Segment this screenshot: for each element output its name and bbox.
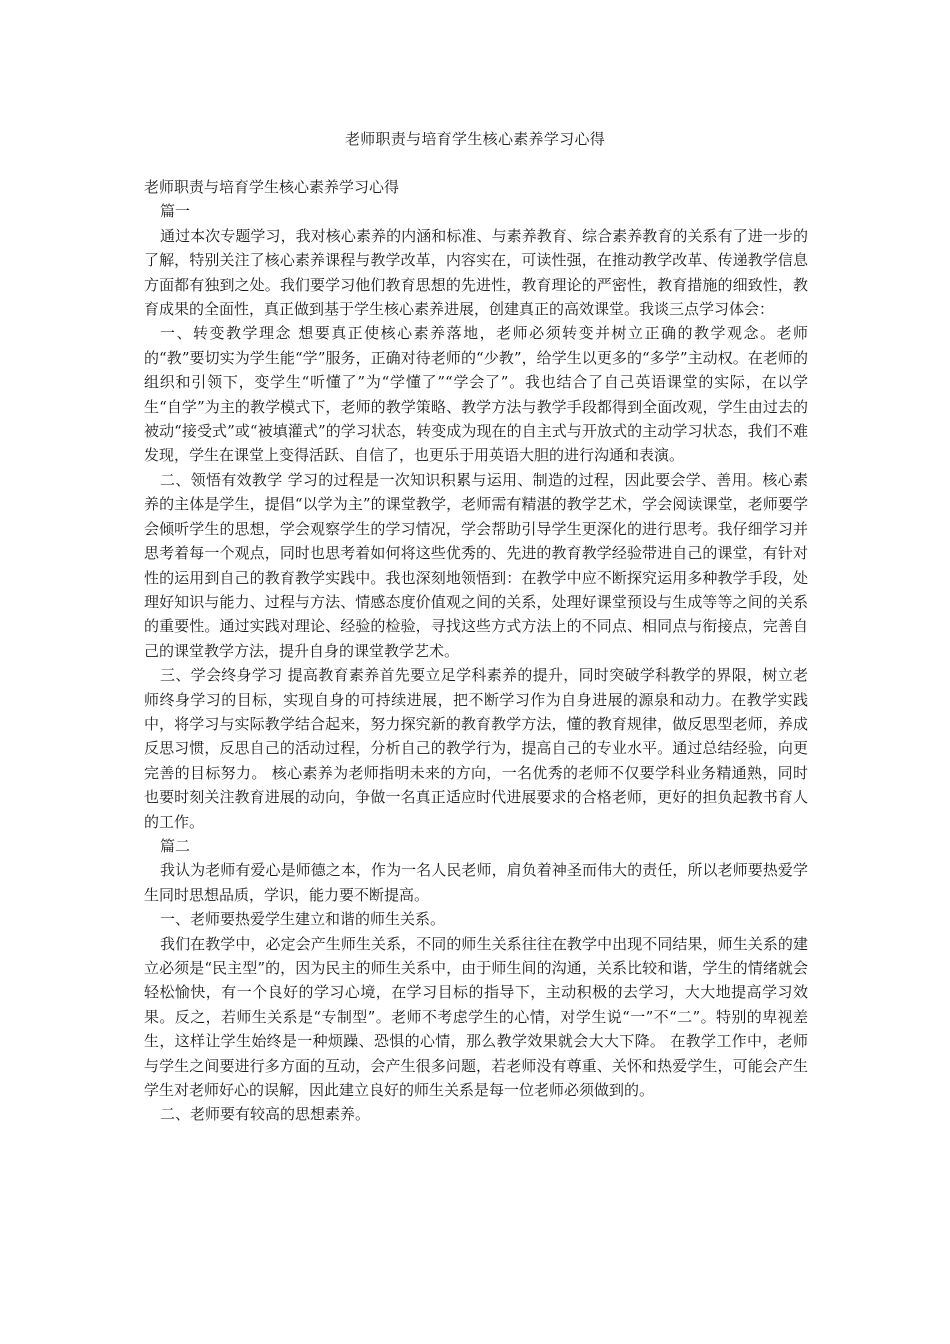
page-title: 老师职责与培育学生核心素养学习心得 — [344, 130, 606, 148]
body-paragraph: 一、转变教学理念 想要真正使核心素养落地，老师必须转变并树立正确的教学观念。老师的“教”要切实为学生能“学”服务，正确对待老师的“少教”，给学生以更多的“多学”主动权。在老师的组织和引领下，变学生“听懂了”为“学懂了”“学会了”。我也结合了自己英语课堂的实际，在以学生“自学”为主的教学模式下，老师的教学策略、教学方法与教学手段都得到全面改观，学生由过去的被动“接受式”或“被填灌式”的学习状态，转变成为现在的自主式与开放式的主动学习状态，我们不难发现，学生在课堂上变得活跃、自信了，也更乐于用英语大胆的进行沟通和表演。 — [144, 324, 808, 465]
body-paragraph: 我们在教学中，必定会产生师生关系，不同的师生关系往往在教学中出现不同结果，师生关系的建立必须是“民主型”的，因为民主的师生关系中，由于师生间的沟通，关系比较和谐，学生的情绪就会轻松愉快，有一个良好的学习心境，在学习目标的指导下，主动积极的去学习，大大地提高学习效果。反之，若师生关系是“专制型”。老师不考虑学生的心情，对学生说“一”不“二”。特别的卑视差生，这样让学生始终是一种烦躁、恐惧的心情，那么教学效果就会大大下降。 在教学工作中，老师与学生之间要进行多方面的互动，会产生很多问题，若老师没有尊重、关怀和热爱学生，可能会产生学生对老师好心的误解，因此建立良好的师生关系是每一位老师必须做到的。 — [144, 934, 808, 1100]
body-paragraph: 一、老师要热爱学生建立和谐的师生关系。 — [160, 910, 446, 929]
body-paragraph: 二、领悟有效教学 学习的过程是一次知识积累与运用、制造的过程，因此要会学、善用。核心素养的主体是学生，提倡“以学为主”的课堂教学，老师需有精湛的教学艺术，学会阅读课堂，老师要学会倾听学生的思想，学会观察学生的学习情况，学会帮助引导学生更深化的进行思考。我仔细学习并思考着每一个观点，同时也思考着如何将这些优秀的、先进的教育教学经验带进自己的课堂，有针对性的运用到自己的教育教学实践中。我也深刻地领悟到：在教学中应不断探究运用多种教学手段，处理好知识与能力、过程与方法、情感态度价值观之间的关系，处理好课堂预设与生成等等之间的关系的重要性。通过实践对理论、经验的检验，寻找这些方式方法上的不同点、相同点与衔接点，完善自己的课堂教学方法，提升自身的课堂教学艺术。 — [144, 470, 808, 660]
document-subtitle: 老师职责与培育学生核心素养学习心得 — [144, 178, 400, 196]
body-paragraph: 通过本次专题学习，我对核心素养的内涵和标准、与素养教育、综合素养教育的关系有了进一步的了解，特别关注了核心素养课程与教学改革，内容实在，可读性强，在推动教学改革、传递教学信息方面都有独到之处。我们要学习他们教育思想的先进性，教育理论的严密性，教育措施的细致性，教育成果的全面性，真正做到基于学生核心素养进展，创建真正的高效课堂。我谈三点学习体会： — [144, 226, 808, 319]
body-paragraph: 我认为老师有爱心是师德之本，作为一名人民老师，肩负着神圣而伟大的责任，所以老师要热爱学生同时思想品质，学识，能力要不断提高。 — [144, 861, 808, 904]
body-paragraph: 三、学会终身学习 提高教育素养首先要立足学科素养的提升，同时突破学科教学的界限，树立老师终身学习的目标，实现自身的可持续进展，把不断学习作为自身进展的源泉和动力。在教学实践中，将学习与实际教学结合起来，努力探究新的教育教学方法，懂的教育规律，做反思型老师，养成反思习惯，反思自己的活动过程，分析自己的教学行为，提高自己的专业水平。通过总结经验，向更完善的目标努力。 核心素养为老师指明未来的方向，一名优秀的老师不仅要学科业务精通熟，同时也要时刻关注教育进展的动向，争做一名真正适应时代进展要求的合格老师，更好的担负起教书育人的工作。 — [144, 666, 808, 831]
document-body — [144, 175, 808, 1127]
section-heading-part-two: 篇二 — [160, 836, 191, 855]
body-paragraph: 二、老师要有较高的思想素养。 — [160, 1105, 371, 1124]
section-heading-part-one: 篇一 — [160, 202, 191, 221]
